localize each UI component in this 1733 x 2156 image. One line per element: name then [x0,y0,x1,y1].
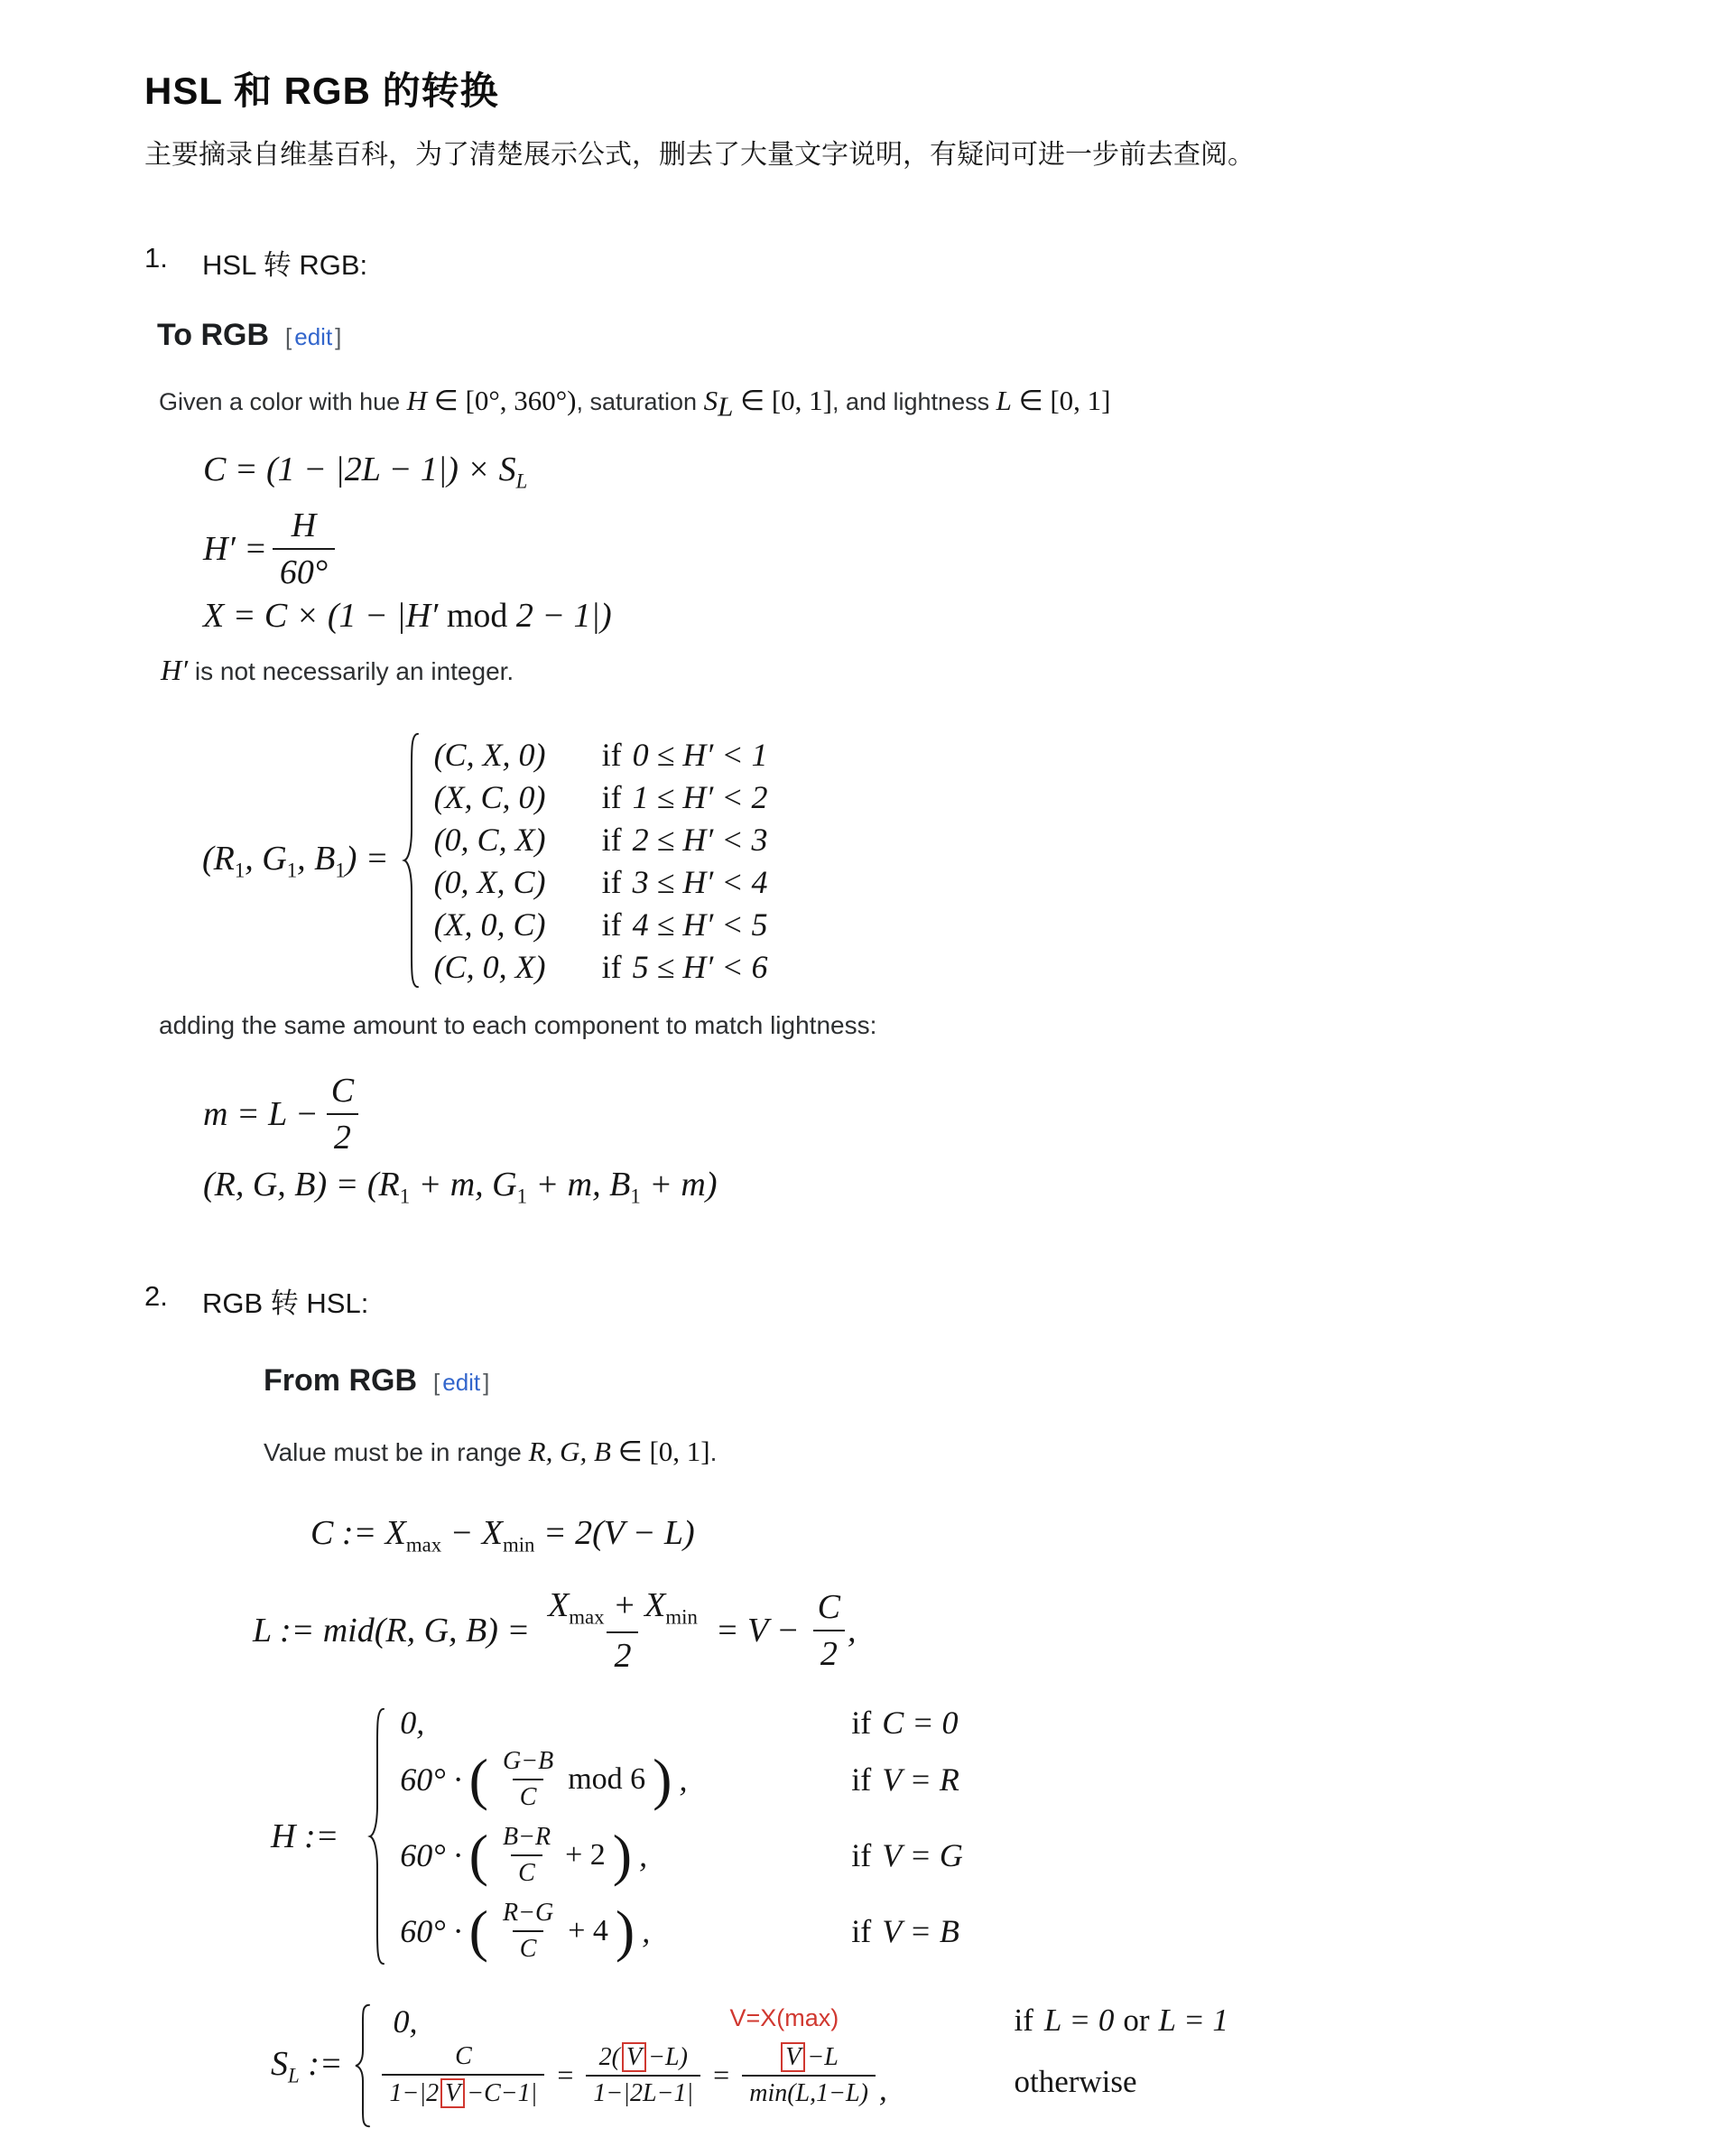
list-item-1 [144,242,367,283]
math-L: L [996,385,1012,416]
rgb-sub: 1 [630,1185,641,1208]
red-annotation-vxmax: V=X(max) [729,2004,839,2031]
cond-math: 0 ≤ H′ < 1 [632,736,768,773]
curly-brace [351,2003,373,2129]
fraction-h-over-60 [273,506,335,592]
c2-sub-min: min [502,1533,535,1557]
red-box-V: V [622,2042,646,2072]
math-H: H [406,385,428,416]
formula-rgb-final [203,1165,717,1209]
fraction-denominator: C [511,1854,542,1888]
big-paren-open: ( [468,1899,488,1964]
num-part: + X [604,1585,666,1624]
fraction-br-over-c [496,1823,558,1888]
intro-paragraph: 主要摘录自维基百科，为了清楚展示公式，删去了大量文字说明，有疑问可进一步前去查阅。 [144,140,1255,170]
saturation-row1-value: 0, [393,2003,418,2040]
fraction-denominator: 2 [607,1631,638,1676]
case-cond [602,778,768,816]
c2-part: − X [441,1514,503,1552]
hue-row-pre: 60° · [400,1913,462,1949]
hue-row-3 [400,1817,963,1893]
math-S: S [703,385,718,416]
if-label: if [851,1761,872,1798]
list-item-2 [144,1280,368,1321]
hue-row-pre: 60° · [400,1761,462,1798]
num-part: 2( [598,2043,620,2071]
fraction-denominator: 2 [813,1630,845,1674]
den-part: 1−|2 [389,2079,440,2107]
fraction-c-over-2 [324,1071,361,1157]
if-label: if [1014,2003,1033,2038]
saturation-row1-cond [1014,2003,1228,2039]
cond-math: V = B [882,1913,959,1949]
num-part: −L [807,2043,839,2071]
big-paren-open: ( [468,1823,488,1888]
lhs-sub: 1 [286,859,298,882]
lhs-S: S [271,2044,288,2083]
c2-part: = 2(V − L) [534,1514,695,1552]
fraction-numerator: R−G [502,1899,554,1927]
case-value: (C, X, 0) [433,736,546,773]
cond-math: 1 ≤ H′ < 2 [632,778,768,815]
formula-m [203,1067,366,1161]
value-range-set: ∈ [0, 1] [610,1436,710,1467]
fraction-numerator: H [291,506,317,544]
fraction-denominator [382,2074,544,2108]
case-value: (X, 0, C) [433,906,546,943]
fraction-denominator: 2 [327,1113,358,1157]
edit-bracket-close: ] [335,323,342,350]
given-text-2: , saturation [576,388,704,415]
formula-x-part2: 2 − 1|) [507,597,612,635]
math-light-range: ∈ [0, 1] [1011,385,1111,416]
fraction-numerator: B−R [502,1823,551,1851]
hue-row-post: + 2 [565,1838,606,1872]
piecewise-rgb1 [202,726,768,995]
note-text: is not necessarily an integer. [188,657,514,685]
lhs-sub: 1 [335,859,346,882]
hue-row-2 [400,1742,963,1817]
piecewise-rgb1-rows [422,733,768,988]
big-paren-open: ( [468,1747,488,1812]
fraction-denominator: 60° [273,548,335,592]
fraction-numerator [772,2042,846,2075]
adding-line: adding the same amount to each component to match lightness: [159,1011,877,1039]
fraction-denominator: C [513,1930,544,1964]
if-label: if [601,906,622,943]
list-number-1: 1. [144,242,168,274]
curly-brace [400,729,422,992]
value-range-line [264,1436,717,1468]
comma: , [679,1761,688,1798]
hue-row-4 [400,1893,963,1969]
formula-lightness-lhs: L := mid(R, G, B) = [253,1612,531,1650]
edit-link[interactable]: edit [294,323,333,350]
lhs-part: , B [297,839,336,878]
fraction-sat-1 [382,2042,544,2108]
fraction-sat-3 [742,2042,876,2108]
case-row [434,733,768,776]
case-row [434,945,768,988]
rgb-part: + m, B [527,1166,631,1203]
case-cond [602,948,768,986]
rgb-part: + m, G [410,1166,517,1203]
case-row [434,776,768,818]
formula-x-part1: X = C × (1 − |H′ [203,597,447,635]
fraction-numerator [592,2042,695,2075]
lhs-sub-L: L [288,2064,300,2087]
note-line [161,654,514,687]
fraction-denominator: C [513,1779,544,1812]
fraction-sat-2 [586,2042,700,2108]
cond-math: L = 0 [1043,2003,1115,2038]
hue-row-value: 0, [400,1705,425,1741]
cond-math: 2 ≤ H′ < 3 [632,821,768,858]
value-range-period: . [709,1438,718,1466]
fraction-numerator: G−B [502,1747,554,1775]
num-sub: min [665,1605,698,1629]
list-label-2: RGB 转 HSL: [202,1287,369,1319]
fraction-numerator [541,1585,705,1632]
fraction-xmax-xmin [541,1585,705,1677]
equals-sign: = [713,2058,730,2092]
num-part: X [548,1585,570,1624]
case-cond [602,863,768,901]
given-text-3: , and lightness [831,388,996,415]
edit-link[interactable]: edit [442,1369,481,1396]
piecewise-saturation-rows [373,1999,1456,2133]
list-label-1: HSL 转 RGB: [202,249,368,281]
case-cond [602,736,768,774]
if-label: if [601,821,622,858]
fraction-numerator: C [455,2042,472,2070]
hue-row-cond [851,1912,959,1950]
fraction-denominator: min(L,1−L) [742,2075,876,2108]
curly-brace [366,1704,387,1969]
hue-row-post: + 4 [568,1914,608,1947]
otherwise-label: otherwise [1014,2064,1137,2099]
fraction-numerator: C [330,1072,355,1110]
c2-part: C := X [310,1514,406,1552]
formula-chroma-body: C = (1 − |2L − 1|) × S [203,451,516,488]
case-value: (0, X, C) [433,863,546,900]
edit-bracket-open: [ [433,1369,440,1396]
given-text-1: Given a color with hue [159,388,407,415]
math-hue-range: ∈ [0°, 360°) [427,385,577,416]
to-rgb-heading [157,318,341,353]
formula-x-mod: mod [446,597,508,635]
lhs-part: , G [245,839,287,878]
case-row [434,818,768,860]
cond-math: 5 ≤ H′ < 6 [632,948,768,985]
piecewise-saturation-lhs [271,2044,342,2088]
value-range-math: R, G, B [528,1436,611,1467]
note-math: H′ [161,654,189,686]
comma: , [639,1837,648,1873]
hue-row-pre: 60° · [400,1837,462,1873]
formula-chroma-sub: L [515,469,528,493]
cond-math: C = 0 [882,1705,959,1741]
piecewise-hue-lhs: H := [271,1817,339,1855]
fraction-numerator: C [817,1588,841,1626]
case-value: (C, 0, X) [433,948,546,985]
edit-bracket-open: [ [285,323,292,350]
formula-chroma-2 [310,1513,695,1557]
formula-lightness-rhs: = V − [715,1612,800,1650]
lhs-part: ) = [345,839,389,878]
case-row [434,860,768,903]
formula-x [203,596,612,636]
if-label: if [601,736,622,773]
if-label: if [601,863,622,900]
hue-row-post: mod 6 [568,1762,646,1796]
from-rgb-heading [264,1363,489,1399]
case-cond [602,821,768,859]
big-paren-close: ) [615,1899,635,1964]
hue-row-cond [851,1704,958,1742]
cond-math: L = 1 [1158,2003,1228,2038]
case-value: (X, C, 0) [433,778,546,815]
equals-sign: = [557,2058,574,2092]
rgb-part: + m) [640,1166,718,1203]
fraction-gb-over-c [496,1747,561,1812]
case-row [434,903,768,945]
math-S-sub: L [718,390,734,423]
formula-lightness [253,1578,857,1683]
rgb-sub: 1 [516,1185,528,1208]
edit-bracket-close: ] [483,1369,490,1396]
cond-math: V = R [882,1761,959,1798]
if-label: if [601,948,622,985]
math-sat-range: ∈ [0, 1] [733,385,832,416]
big-paren-close: ) [612,1823,633,1888]
list-number-2: 2. [144,1280,168,1312]
if-label: if [851,1913,872,1949]
saturation-row2 [382,2042,886,2108]
fraction-c-over-2 [811,1587,848,1674]
piecewise-rgb1-lhs [202,839,389,883]
formula-chroma [203,450,527,494]
case-cond [602,906,768,943]
if-label: if [851,1837,872,1873]
if-label: if [601,778,622,815]
or-label: or [1123,2003,1150,2038]
red-box-V: V [440,2078,465,2108]
cond-math: 3 ≤ H′ < 4 [632,863,768,900]
piecewise-hue [271,1701,963,1972]
hue-row-1 [400,1704,963,1742]
comma: , [878,2071,887,2108]
cond-math: V = G [882,1837,963,1873]
from-rgb-heading-text: From RGB [264,1363,417,1398]
to-rgb-heading-text: To RGB [157,318,270,352]
big-paren-close: ) [653,1747,672,1812]
formula-lightness-comma: , [848,1612,857,1650]
hue-row-cond [851,1836,963,1874]
case-value: (0, C, X) [433,821,546,858]
piecewise-hue-rows [387,1704,963,1969]
formula-m-lhs: m = L − [203,1095,319,1133]
c2-sub-max: max [405,1533,442,1557]
rgb-sub: 1 [399,1185,411,1208]
comma: , [642,1913,651,1949]
page-title: HSL 和 RGB 的转换 [144,70,499,113]
cond-math: 4 ≤ H′ < 5 [632,906,768,943]
num-part: −L) [648,2043,688,2071]
rgb-part: (R, G, B) = (R [203,1166,400,1203]
value-range-text: Value must be in range [264,1438,529,1466]
lhs-part: (R [202,839,235,878]
hue-row-cond [851,1761,959,1798]
fraction-rg-over-c [496,1899,561,1964]
red-box-V: V [781,2042,805,2072]
if-label: if [851,1705,872,1741]
num-sub: max [569,1605,605,1629]
given-line [159,385,1111,423]
lhs-sub: 1 [234,859,246,882]
formula-hue-prime-lhs: H′ = [203,530,267,568]
den-part: −C−1| [467,2079,538,2107]
fraction-denominator: 1−|2L−1| [586,2075,700,2108]
piecewise-saturation [271,1999,1456,2133]
formula-hue-prime [203,502,340,596]
lhs-assign: := [308,2044,343,2083]
